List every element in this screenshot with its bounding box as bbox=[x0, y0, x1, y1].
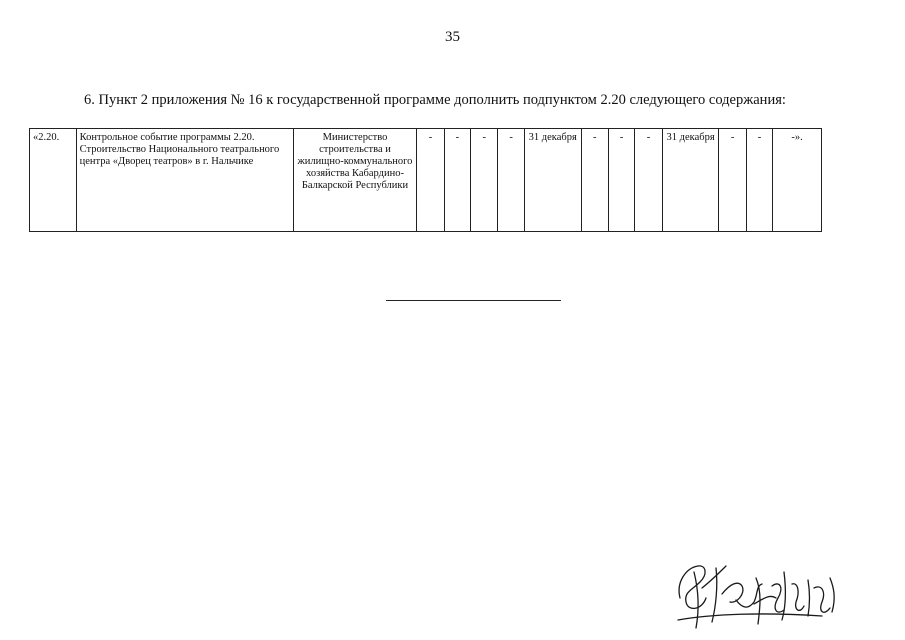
cell-value: - bbox=[608, 129, 634, 232]
cell-executor: Министерство строительства и жилищно-коммунального хозяйства Кабардино-Балкарской Республики bbox=[293, 129, 417, 232]
cell-number: «2.20. bbox=[30, 129, 77, 232]
cell-value: - bbox=[471, 129, 498, 232]
cell-date: 31 декабря bbox=[662, 129, 719, 232]
amendment-table bbox=[29, 128, 822, 232]
cell-value: - bbox=[719, 129, 746, 232]
cell-value: - bbox=[581, 129, 608, 232]
separator-line bbox=[386, 300, 561, 301]
cell-date: 31 декабря bbox=[524, 129, 581, 232]
handwritten-signature bbox=[672, 558, 847, 636]
cell-value: - bbox=[635, 129, 662, 232]
cell-value: - bbox=[498, 129, 524, 232]
cell-value: - bbox=[444, 129, 470, 232]
cell-closing-quote: -». bbox=[773, 129, 822, 232]
table-row bbox=[30, 129, 822, 232]
cell-value: - bbox=[417, 129, 444, 232]
cell-value: - bbox=[746, 129, 772, 232]
page-number: 35 bbox=[445, 29, 460, 45]
cell-event: Контрольное событие программы 2.20. Строительство Национального театрального центра «Дворец театров» в г. Нальчике bbox=[76, 129, 293, 232]
amendment-intro: 6. Пункт 2 приложения № 16 к государственной программе дополнить подпунктом 2.20 следующего содержания: bbox=[84, 92, 786, 108]
